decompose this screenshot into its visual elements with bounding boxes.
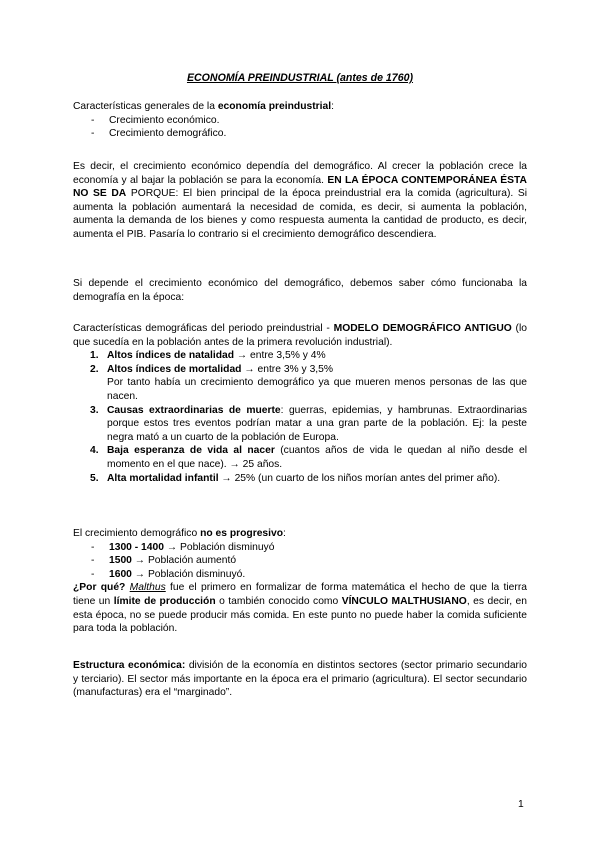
growth-lead-end: : bbox=[283, 528, 286, 539]
intro-lead-bold: economía preindustrial bbox=[217, 101, 332, 112]
page-number: 1 bbox=[518, 799, 524, 810]
para1-text-b: PORQUE: El bien principal de la época preindustrial era la comida (agricultura). Si aumenta la población aumentará la necesidad de comida, es decir, si aumenta la población, aumenta la demanda de los bienes y como respuesta aumenta la cantidad de producto, es decir, aumenta el PIB. Pasaría lo contrario si el crecimiento demográfico descendiera. bbox=[73, 188, 527, 240]
item-bold: Altos índices de mortalidad bbox=[107, 363, 242, 375]
model-lead-end: (lo que sucedía en la población antes de la primera revolución industrial). bbox=[73, 323, 527, 348]
why-bold-1: límite de producción bbox=[113, 595, 216, 607]
item-bold: Baja esperanza de vida al nacer bbox=[107, 445, 275, 457]
list-item bbox=[73, 568, 527, 582]
why-text-a: fue el primero en formalizar de forma matemática el hecho de que la tierra tiene un bbox=[73, 582, 527, 607]
why-text-c: , es decir, en esta época, no se puede producir más comida. En este punto no puede haber la comida suficiente para toda la población. bbox=[73, 595, 527, 635]
item-bold: 1300 - 1400 bbox=[109, 541, 164, 553]
item-text: → entre 3,5% y 4% bbox=[234, 350, 326, 362]
item-text: → 25% (un cuarto de los niños morían antes del primer año). bbox=[218, 472, 501, 484]
growth-list bbox=[73, 541, 527, 582]
item-number: 5. bbox=[90, 472, 99, 484]
list-item bbox=[73, 363, 527, 404]
item-number: 1. bbox=[90, 350, 99, 362]
why-paragraph bbox=[73, 581, 527, 635]
structure-bold: Estructura económica: bbox=[73, 660, 186, 671]
item-number: 2. bbox=[90, 363, 99, 375]
item-text: → entre 3% y 3,5% bbox=[241, 363, 334, 375]
item-bold: 1600 bbox=[109, 568, 132, 580]
list-item bbox=[73, 404, 527, 445]
item-text: → Población disminuyó. bbox=[131, 568, 246, 580]
item-bold: Causas extraordinarias de muerte bbox=[107, 404, 281, 416]
paragraph-economy-demography bbox=[73, 160, 527, 242]
model-lead-text: Características demográficas del periodo preindustrial - bbox=[73, 323, 334, 334]
why-text-b: o también conocido como bbox=[215, 595, 342, 607]
growth-lead-text: El crecimiento demográfico bbox=[73, 528, 201, 539]
intro-list bbox=[73, 114, 527, 141]
intro-lead-text: Características generales de la bbox=[73, 101, 218, 112]
model-lead bbox=[73, 322, 527, 349]
intro-section bbox=[73, 100, 527, 141]
model-lead-bold: MODELO DEMOGRÁFICO ANTIGUO bbox=[333, 323, 512, 334]
paragraph-demography-intro bbox=[73, 277, 527, 304]
page-title: ECONOMÍA PREINDUSTRIAL (antes de 1760) bbox=[186, 72, 414, 84]
growth-lead-bold: no es progresivo bbox=[200, 528, 284, 539]
intro-lead bbox=[73, 100, 527, 114]
structure-text: división de la economía en distintos sectores (sector primario secundario y terciario). El sector más importante en la época era el primario (agricultura). El sector secundario (manufacturas) era el “marginado”. bbox=[73, 660, 527, 699]
item-bold: Alta mortalidad infantil bbox=[107, 472, 219, 484]
list-item: - Crecimiento económico. bbox=[73, 114, 527, 128]
why-question: ¿Por qué? bbox=[73, 582, 126, 594]
item-number: 4. bbox=[90, 445, 99, 457]
model-list bbox=[73, 349, 527, 485]
item-text: : guerras, epidemias, y hambrunas. Extraordinarias porque estos tres eventos podrían matar a una gran parte de la población. Ej: la peste negra mató a un cuarto de la población de Europa. bbox=[107, 404, 527, 443]
economic-structure-section bbox=[73, 659, 527, 700]
why-bold-2: VÍNCULO MALTHUSIANO bbox=[341, 595, 467, 607]
list-item bbox=[73, 554, 527, 568]
list-item: - Crecimiento demográfico. bbox=[73, 127, 527, 141]
list-item bbox=[73, 472, 527, 486]
demographic-model-section bbox=[73, 322, 527, 485]
para2-text: Si depende el crecimiento económico del demográfico, debemos saber cómo funcionaba la demografía en la época: bbox=[73, 278, 527, 303]
para1-text-a: Es decir, el crecimiento económico dependía del demográfico. Al crecer la población crece la economía y al bajar la población se para la economía. bbox=[73, 161, 527, 186]
item-bold: 1500 bbox=[109, 555, 132, 567]
why-author: Malthus bbox=[129, 582, 166, 594]
item-extra: Por tanto había un crecimiento demográfico ya que mueren menos personas de las que nacen. bbox=[107, 377, 527, 402]
intro-lead-end: : bbox=[331, 101, 334, 112]
item-text: → Población disminuyó bbox=[163, 541, 275, 553]
item-bold: Altos índices de natalidad bbox=[107, 350, 235, 362]
item-text: (cuantos años de vida le quedan al niño desde el momento en el que nace). → 25 años. bbox=[107, 445, 527, 470]
item-number: 3. bbox=[90, 404, 99, 416]
list-item bbox=[73, 444, 527, 471]
item-text: → Población aumentó bbox=[131, 555, 237, 567]
para1-bold: EN LA ÉPOCA CONTEMPORÁNEA ÉSTA NO SE DA bbox=[73, 174, 527, 200]
growth-section bbox=[73, 527, 527, 636]
growth-lead bbox=[73, 527, 527, 541]
list-item bbox=[73, 541, 527, 555]
list-item bbox=[73, 349, 527, 363]
